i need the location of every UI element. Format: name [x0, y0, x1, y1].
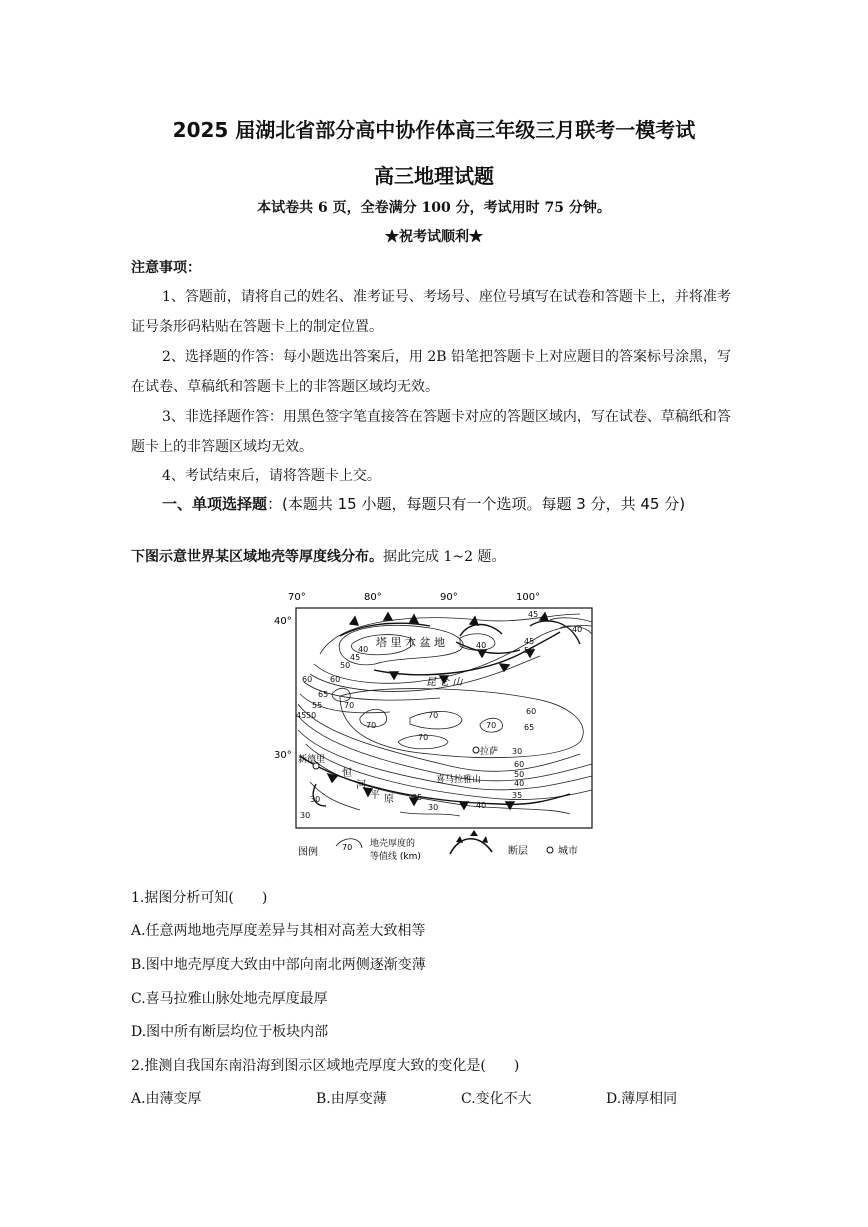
question-option: D.薄厚相同 — [606, 1091, 678, 1107]
intro-rest: 据此完成 1~2 题。 — [383, 549, 506, 565]
contour-value: 45 — [528, 610, 539, 619]
place-label: 喜马拉雅山 — [436, 775, 482, 785]
contour-value: 40 — [514, 779, 525, 788]
contour-value: 50 — [524, 646, 535, 655]
place-label: 拉萨 — [480, 747, 499, 757]
contour-value: 35 — [412, 793, 423, 802]
notice-item: 3、非选择题作答：用黑色签字笔直接答在答题卡对应的答题区域内，写在试卷、草稿纸和答题卡上的非答题区域均无效。 — [131, 409, 731, 455]
question-option: A.任意两地地壳厚度差异与其相对高差大致相等 — [131, 923, 426, 939]
contour-value: 30 — [310, 795, 321, 804]
lon-label: 80° — [364, 592, 382, 603]
question-option: B.图中地壳厚度大致由中部向南北两侧逐渐变薄 — [131, 957, 426, 973]
contour-value: 50 — [306, 711, 317, 720]
crust-thickness-map — [274, 584, 610, 869]
legend-contour-text: 等值线 (km) — [370, 852, 421, 862]
lon-label: 100° — [516, 592, 541, 603]
contour-value: 30 — [300, 811, 311, 820]
contour-value: 60 — [302, 675, 313, 684]
contour-value: 70 — [344, 701, 355, 710]
contour-value: 60 — [330, 675, 341, 684]
contour-value: 40 — [476, 641, 487, 650]
legend-label: 图例 — [298, 847, 318, 858]
place-label: 昆 仑 山 — [426, 677, 463, 688]
place-label: 新德里 — [298, 755, 326, 765]
contour-value: 65 — [524, 723, 535, 732]
section-desc: ：(本题共 15 小题，每题只有一个选项。每题 3 分，共 45 分) — [267, 495, 686, 513]
question-option: D.图中所有断层均位于板块内部 — [131, 1024, 329, 1040]
question-stem: 1.据图分析可知( ) — [131, 890, 268, 906]
lat-label: 30° — [274, 750, 292, 761]
section-heading — [162, 493, 685, 514]
place-label: 塔 里 木 盆 地 — [376, 636, 445, 649]
place-label: 原 — [384, 794, 394, 805]
notice-item: 1、答题前，请将自己的姓名、准考证号、考场号、座位号填写在试卷和答题卡上，并将准考证号条形码粘贴在答题卡上的制定位置。 — [131, 289, 731, 335]
place-label: 恒 — [342, 768, 352, 779]
exam-subtitle: 高三地理试题 — [374, 164, 494, 188]
legend-city-text: 城市 — [558, 846, 578, 857]
notice-item: 4、考试结束后，请将答题卡上交。 — [162, 468, 381, 484]
map-legend — [298, 830, 578, 862]
contour-value: 45 — [296, 711, 307, 720]
question-option: B.由厚变薄 — [316, 1091, 387, 1107]
legend-fault-ticks — [456, 830, 488, 843]
exam-wish: ★祝考试顺利★ — [385, 229, 483, 245]
contour-value: 50 — [340, 661, 351, 670]
contour-value: 60 — [514, 760, 525, 769]
notice-heading: 注意事项： — [131, 260, 201, 276]
contour-value: 45 — [350, 653, 361, 662]
legend-city-icon — [547, 847, 553, 853]
contour-value: 70 — [428, 711, 439, 720]
contour-value: 50 — [514, 770, 525, 779]
legend-contour-sample: 70 — [342, 843, 353, 852]
contour-value: 60 — [526, 707, 537, 716]
lon-label: 70° — [288, 592, 306, 603]
question-option: C.变化不大 — [461, 1091, 532, 1107]
contour-value: 40 — [476, 801, 487, 810]
contour-value: 40 — [572, 625, 583, 634]
contour-value: 70 — [486, 721, 497, 730]
place-label: 河 — [356, 780, 366, 791]
legend-contour-text: 地壳厚度的 — [370, 839, 416, 849]
city-marker — [473, 747, 479, 753]
exam-info: 本试卷共 6 页，全卷满分 100 分，考试用时 75 分钟。 — [257, 200, 611, 216]
contour-value: 45 — [524, 637, 535, 646]
contour-value: 70 — [366, 721, 377, 730]
lon-label: 90° — [440, 592, 458, 603]
section-label: 一、单项选择题 — [162, 495, 268, 513]
lat-label: 40° — [274, 616, 292, 627]
exam-title: 2025 届湖北省部分高中协作体高三年级三月联考一模考试 — [172, 118, 696, 142]
question-option: C.喜马拉雅山脉处地壳厚度最厚 — [131, 991, 328, 1007]
contour-value: 30 — [512, 747, 523, 756]
contour-lines — [298, 614, 592, 816]
contour-value: 65 — [318, 690, 329, 699]
notice-item: 2、选择题的作答：每小题选出答案后，用 2B 铅笔把答题卡上对应题目的答案标号涂黑，写在试卷、草稿纸和答题卡上的非答题区域均无效。 — [131, 349, 732, 395]
contour-value: 40 — [358, 645, 369, 654]
place-label: 平 — [370, 790, 380, 801]
contour-value: 35 — [512, 791, 523, 800]
legend-fault-text: 断层 — [508, 846, 528, 857]
contour-value: 70 — [418, 733, 429, 742]
contour-value: 55 — [312, 701, 323, 710]
contour-value: 30 — [428, 803, 439, 812]
question-stem: 2.推测自我国东南沿海到图示区域地壳厚度大致的变化是( ) — [131, 1058, 520, 1074]
intro-bold: 下图示意世界某区域地壳等厚度线分布。 — [131, 549, 383, 565]
question-intro — [131, 546, 505, 566]
question-option: A.由薄变厚 — [131, 1091, 202, 1107]
